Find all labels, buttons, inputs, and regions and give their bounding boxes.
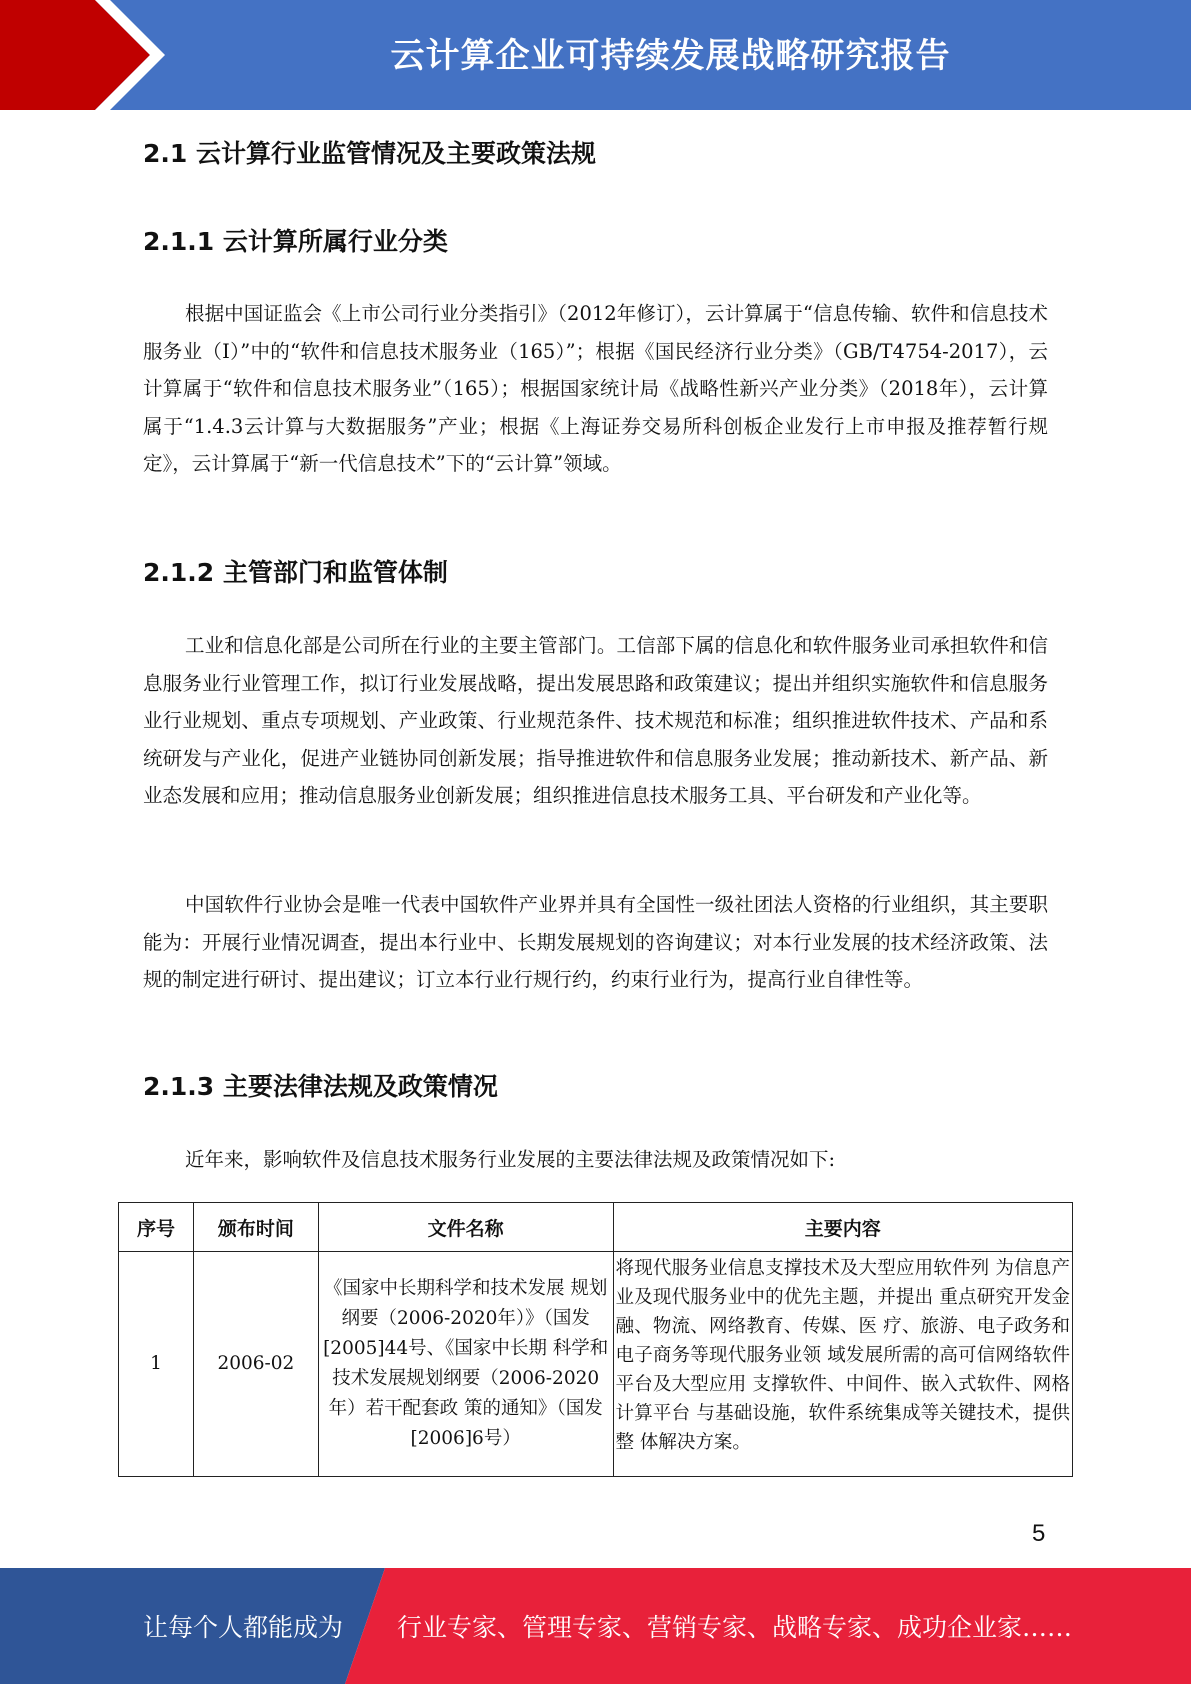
paragraph-industry-classification: 根据中国证监会《上市公司行业分类指引》（2012年修订），云计算属于“信息传输、软件和信息技术服务业（I）”中的“软件和信息技术服务业（165）”；根据《国民经济行业分类》（GB/T4754-2017），云计算属于“软件和信息技术服务业”（165）；根据国家统计局《战略性新兴产业分类》（2018年），云计算属于“1.4.3云计算与大数据服务”产业；根据《上海证券交易所科创板企业发行上市申报及推荐暂行规定》，云计算属于“新一代信息技术”下的“云计算”领域。 <box>143 302 1048 475</box>
page-header <box>0 0 1191 110</box>
policy-table <box>118 1202 1073 1477</box>
col-header-name: 文件名称 <box>318 1203 613 1252</box>
heading-2-1-1: 2.1.1 云计算所属行业分类 <box>143 227 448 256</box>
table-header-row <box>119 1203 1073 1252</box>
footer-slogan-left: 让每个人都能成为 <box>143 1613 344 1642</box>
paragraph-association: 中国软件行业协会是唯一代表中国软件产业界并具有全国性一级社团法人资格的行业组织，其主要职能为：开展行业情况调查，提出本行业中、长期发展规划的咨询建议；对本行业发展的技术经济政策、法规的制定进行研讨、提出建议；订立本行业行规行约，约束行业行为，提高行业自律性等。 <box>143 893 1048 991</box>
cell-date: 2006-02 <box>193 1252 318 1477</box>
cell-main-content: 将现代服务业信息支撑技术及大型应用软件列 为信息产业及现代服务业中的优先主题，并提出 重点研究开发金融、物流、网络教育、传媒、医 疗、旅游、电子政务和电子商务等现代服务业领 域发展所需的高可信网络软件平台及大型应用 支撑软件、中间件、嵌入式软件、网格计算平台 与基础设施，软件系统集成等关键技术，提供整 体解决方案。 <box>613 1252 1072 1477</box>
heading-2-1-3: 2.1.3 主要法律法规及政策情况 <box>143 1072 498 1101</box>
heading-2-1-2: 2.1.2 主管部门和监管体制 <box>143 558 448 587</box>
col-header-content: 主要内容 <box>613 1203 1072 1252</box>
table-row <box>119 1252 1073 1477</box>
paragraph-table-intro: 近年来，影响软件及信息技术服务行业发展的主要法律法规及政策情况如下: <box>185 1148 836 1171</box>
page-footer <box>0 1568 1191 1684</box>
col-header-date: 颁布时间 <box>193 1203 318 1252</box>
footer-slogan-right: 行业专家、管理专家、营销专家、战略专家、成功企业家…… <box>397 1613 1073 1642</box>
page-number: 5 <box>1032 1520 1046 1547</box>
cell-no: 1 <box>119 1252 194 1477</box>
paragraph-regulator: 工业和信息化部是公司所在行业的主要主管部门。工信部下属的信息化和软件服务业司承担软件和信息服务业行业管理工作，拟订行业发展战略，提出发展思路和政策建议；提出并组织实施软件和信息服务业行业规划、重点专项规划、产业政策、行业规范条件、技术规范和标准；组织推进软件技术、产品和系统研发与产业化，促进产业链协同创新发展；指导推进软件和信息服务业发展；推动新技术、新产品、新业态发展和应用；推动信息服务业创新发展；组织推进信息技术服务工具、平台研发和产业化等。 <box>143 634 1048 807</box>
cell-document-name: 《国家中长期科学和技术发展 规划纲要（2006-2020年）》（国发[2005]44号、《国家中长期 科学和技术发展规划纲要（2006-2020年）若干配套政 策的通知》（国发[2006]6号） <box>318 1252 613 1477</box>
report-title: 云计算企业可持续发展战略研究报告 <box>390 36 951 76</box>
col-header-no: 序号 <box>119 1203 194 1252</box>
heading-2-1: 2.1 云计算行业监管情况及主要政策法规 <box>143 139 596 168</box>
